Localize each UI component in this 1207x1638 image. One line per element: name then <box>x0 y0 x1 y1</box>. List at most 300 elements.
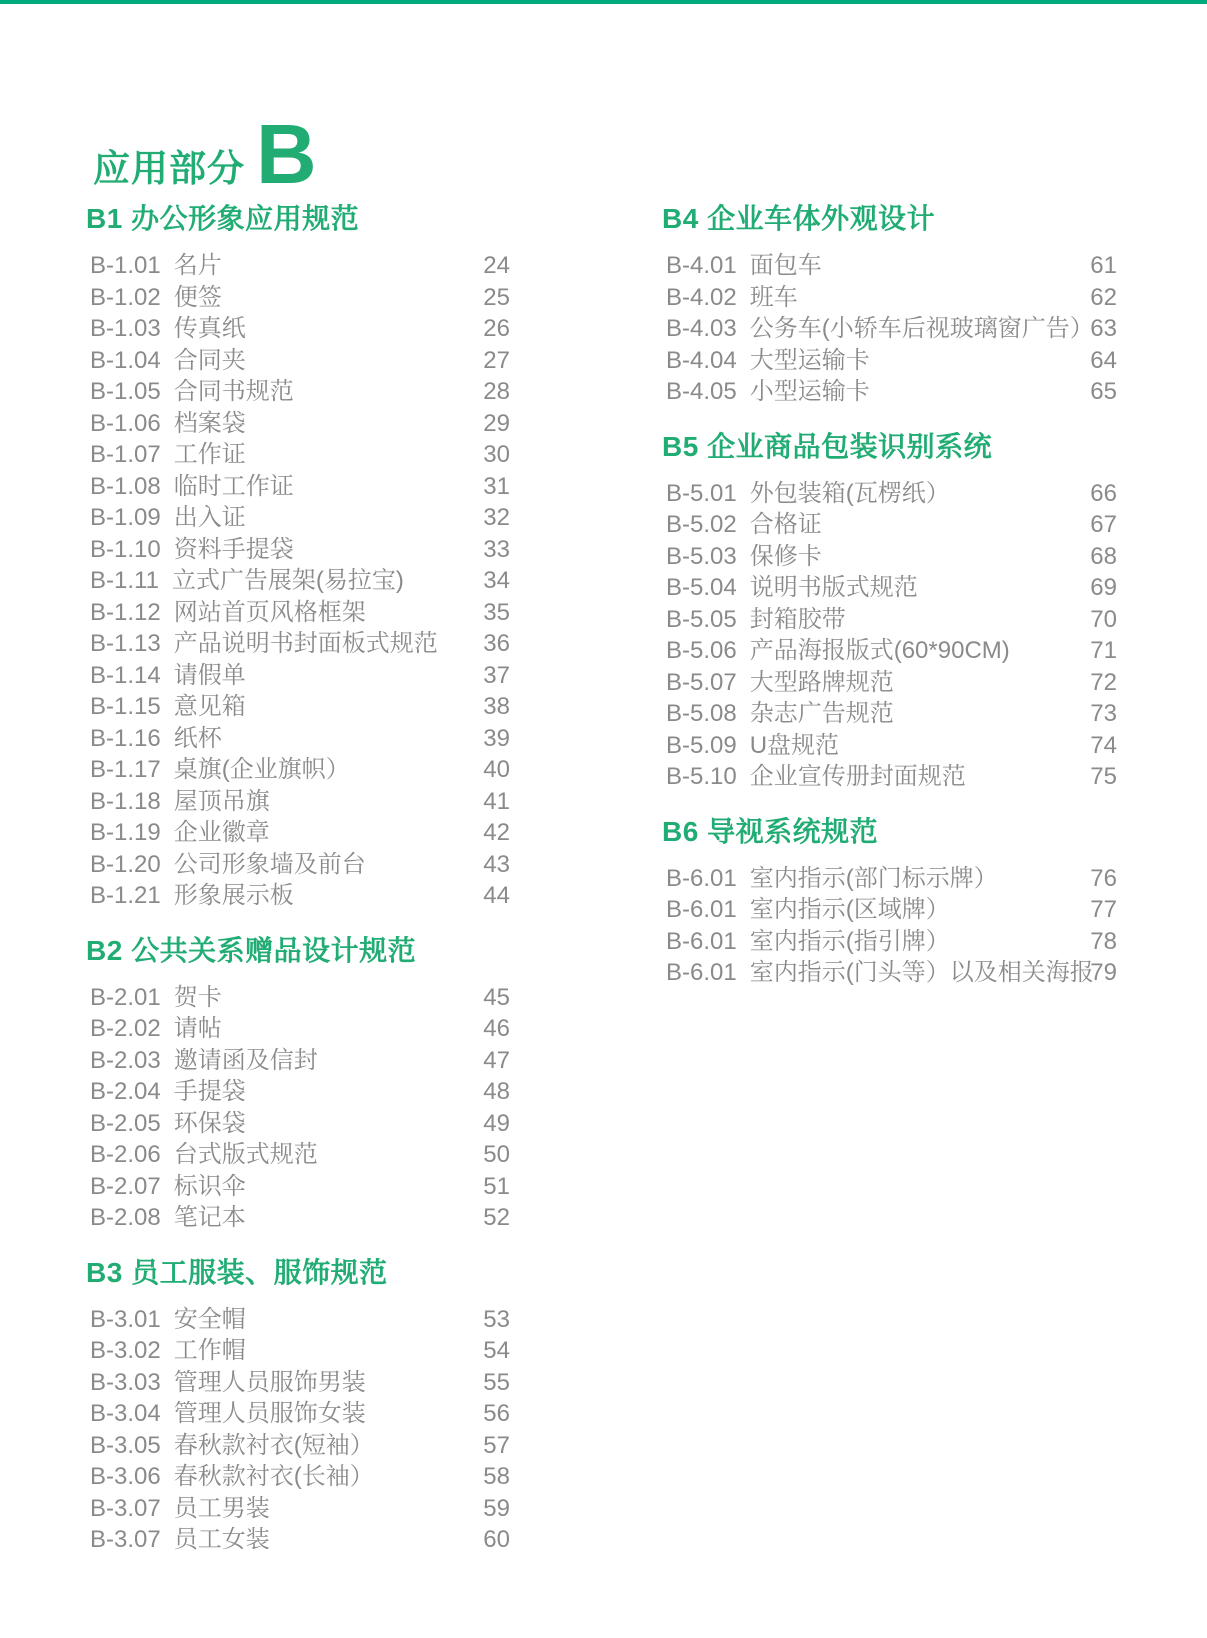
entry-label <box>90 376 294 408</box>
entry-code: B-4.03 <box>666 315 737 342</box>
entry-label <box>90 786 270 818</box>
toc-entry <box>90 1430 510 1462</box>
entry-label <box>90 250 222 282</box>
section-entries <box>86 250 510 912</box>
toc-entry <box>90 471 510 503</box>
toc-entry <box>90 691 510 723</box>
entry-page-number: 37 <box>483 661 510 689</box>
toc-entry <box>666 667 1117 699</box>
toc-entry <box>666 572 1117 604</box>
entry-page-number: 64 <box>1090 346 1117 374</box>
entry-title: 管理人员服饰男装 <box>173 1368 366 1396</box>
entry-label <box>90 1461 374 1493</box>
entry-code: B-1.17 <box>90 756 161 783</box>
entry-label <box>90 597 366 629</box>
entry-code: B-1.07 <box>90 441 161 468</box>
entry-title: 请帖 <box>173 1015 222 1042</box>
page-title-letter: B <box>256 107 317 201</box>
entry-label <box>666 894 950 926</box>
entry-page-number: 59 <box>483 1494 510 1522</box>
entry-title: 出入证 <box>173 504 246 531</box>
entry-code: B-5.06 <box>666 637 737 664</box>
entry-code: B-3.05 <box>90 1431 161 1459</box>
entry-page-number: 33 <box>483 535 510 563</box>
entry-page-number: 49 <box>483 1109 510 1137</box>
entry-label <box>90 1398 366 1430</box>
entry-label <box>90 849 366 881</box>
entry-page-number: 39 <box>483 724 510 752</box>
entry-title: 室内指示(门头等）以及相关海报 <box>749 959 1094 986</box>
entry-label <box>90 1139 318 1171</box>
entry-title: 企业徽章 <box>173 819 270 846</box>
entry-code: B-1.05 <box>90 378 161 405</box>
toc-entry <box>666 761 1117 793</box>
entry-code: B-5.07 <box>666 668 737 696</box>
entry-page-number: 28 <box>483 378 510 405</box>
toc-section-b3 <box>86 1256 510 1556</box>
entry-page-number: 44 <box>483 882 510 909</box>
entry-label <box>666 761 966 793</box>
entry-title: 合同书规范 <box>173 378 294 405</box>
toc-entry <box>90 1171 510 1203</box>
toc-entry <box>90 502 510 534</box>
entry-code: B-1.13 <box>90 630 161 657</box>
section-heading: B1 办公形象应用规范 <box>86 203 360 234</box>
toc-entry <box>90 565 510 597</box>
entry-label <box>90 1171 246 1203</box>
entry-label <box>666 376 870 408</box>
entry-label <box>90 628 438 660</box>
entry-code: B-5.08 <box>666 700 737 727</box>
entry-title: 公务车(小轿车后视玻璃窗广告） <box>749 315 1094 342</box>
entry-code: B-2.01 <box>90 983 161 1011</box>
entry-label <box>90 1202 246 1234</box>
entry-title: 产品海报版式(60*90CM) <box>749 637 1010 664</box>
entry-label <box>90 880 294 912</box>
toc-entry <box>90 1524 510 1556</box>
entry-code: B-5.05 <box>666 605 737 633</box>
entry-label <box>90 471 294 503</box>
toc-section-b1 <box>86 202 510 912</box>
entry-label <box>90 660 246 692</box>
toc-entry <box>666 313 1117 345</box>
entry-page-number: 72 <box>1090 668 1117 696</box>
toc-section-b5 <box>662 430 1117 793</box>
entry-title: 封箱胶带 <box>749 605 846 633</box>
entry-code: B-1.10 <box>90 535 161 563</box>
entry-code: B-5.03 <box>666 542 737 570</box>
entry-title: 手提袋 <box>173 1078 246 1105</box>
toc-entry <box>90 1045 510 1077</box>
entry-page-number: 68 <box>1090 542 1117 570</box>
entry-label <box>90 754 350 786</box>
entry-code: B-1.01 <box>90 252 161 279</box>
entry-title: U盘规范 <box>749 731 840 759</box>
toc-entry <box>90 1461 510 1493</box>
toc-entry <box>90 1139 510 1171</box>
entry-label <box>90 691 246 723</box>
toc-entry <box>90 849 510 881</box>
toc-entry <box>90 282 510 314</box>
toc-entry <box>90 1076 510 1108</box>
entry-page-number: 47 <box>483 1046 510 1074</box>
entry-label <box>666 478 950 510</box>
entry-page-number: 70 <box>1090 605 1117 633</box>
entry-code: B-3.01 <box>90 1305 161 1333</box>
entry-title: 名片 <box>173 252 222 279</box>
entry-label <box>666 957 1094 989</box>
entry-page-number: 29 <box>483 409 510 437</box>
entry-title: 保修卡 <box>749 542 822 570</box>
entry-label <box>90 1335 246 1367</box>
entry-code: B-4.04 <box>666 346 737 374</box>
entry-code: B-1.04 <box>90 346 161 374</box>
entry-code: B-3.06 <box>90 1463 161 1490</box>
entry-title: 纸杯 <box>173 724 222 752</box>
entry-title: 员工女装 <box>173 1526 270 1553</box>
toc-entry <box>666 635 1117 667</box>
entry-page-number: 38 <box>483 693 510 720</box>
entry-title: 环保袋 <box>173 1109 246 1137</box>
entry-code: B-3.02 <box>90 1337 161 1364</box>
toc-entry <box>90 1398 510 1430</box>
section-heading: B4 企业车体外观设计 <box>662 203 936 234</box>
toc-entry <box>666 478 1117 510</box>
entry-label <box>666 282 798 314</box>
entry-code: B-1.02 <box>90 283 161 311</box>
entry-page-number: 55 <box>483 1368 510 1396</box>
section-entries <box>86 982 510 1234</box>
section-heading: B2 公共关系赠品设计规范 <box>86 934 417 966</box>
entry-label <box>666 604 846 636</box>
entry-title: 大型路牌规范 <box>749 668 894 696</box>
entry-page-number: 60 <box>483 1526 510 1553</box>
entry-page-number: 26 <box>483 315 510 342</box>
entry-code: B-1.20 <box>90 850 161 878</box>
entry-label <box>666 509 822 541</box>
entry-page-number: 71 <box>1090 637 1117 664</box>
toc-section-b6 <box>662 815 1117 989</box>
toc-entry <box>90 628 510 660</box>
toc-entry <box>666 604 1117 636</box>
entry-label <box>90 1304 246 1336</box>
toc-entry <box>90 1108 510 1140</box>
entry-title: 网站首页风格框架 <box>173 598 366 626</box>
entry-label <box>666 863 998 895</box>
toc-entry <box>90 1304 510 1336</box>
toc-section-b4 <box>662 202 1117 408</box>
entry-code: B-1.14 <box>90 661 161 689</box>
entry-code: B-1.16 <box>90 724 161 752</box>
toc-entry <box>666 957 1117 989</box>
entry-title: 传真纸 <box>173 315 246 342</box>
entry-label <box>90 502 246 534</box>
entry-page-number: 32 <box>483 504 510 531</box>
entry-code: B-2.08 <box>90 1204 161 1231</box>
toc-entry <box>90 660 510 692</box>
entry-page-number: 50 <box>483 1141 510 1168</box>
entry-code: B-4.05 <box>666 378 737 405</box>
entry-code: B-1.15 <box>90 693 161 720</box>
entry-page-number: 51 <box>483 1172 510 1200</box>
entry-code: B-5.10 <box>666 763 737 790</box>
entry-code: B-3.03 <box>90 1368 161 1396</box>
entry-page-number: 69 <box>1090 574 1117 601</box>
toc-entry <box>90 723 510 755</box>
entry-title: 标识伞 <box>173 1172 246 1200</box>
entry-label <box>90 439 246 471</box>
entry-label <box>90 723 222 755</box>
entry-label <box>666 345 870 377</box>
entry-label <box>666 698 894 730</box>
toc-column-left <box>86 202 510 1556</box>
entry-code: B-1.09 <box>90 504 161 531</box>
toc-entry <box>90 817 510 849</box>
entry-label <box>666 730 839 762</box>
toc-entry <box>90 345 510 377</box>
entry-title: 合格证 <box>749 511 822 538</box>
entry-page-number: 75 <box>1090 763 1117 790</box>
entry-label <box>666 541 822 573</box>
entry-page-number: 46 <box>483 1015 510 1042</box>
toc-entry <box>90 439 510 471</box>
section-entries <box>662 863 1117 989</box>
entry-page-number: 25 <box>483 283 510 311</box>
entry-page-number: 43 <box>483 850 510 878</box>
entry-label <box>666 572 918 604</box>
entry-page-number: 58 <box>483 1463 510 1490</box>
entry-title: 邀请函及信封 <box>173 1046 318 1074</box>
entry-title: 便签 <box>173 283 222 311</box>
entry-code: B-1.21 <box>90 882 161 909</box>
entry-page-number: 65 <box>1090 378 1117 405</box>
entry-code: B-6.01 <box>666 959 737 986</box>
entry-title: 室内指示(部门标示牌） <box>749 864 998 892</box>
entry-label <box>90 1493 270 1525</box>
entry-label <box>90 1108 246 1140</box>
entry-label <box>666 926 950 958</box>
entry-title: 笔记本 <box>173 1204 246 1231</box>
entry-label <box>90 1013 222 1045</box>
entry-title: 资料手提袋 <box>173 535 294 563</box>
entry-title: 屋顶吊旗 <box>173 787 270 815</box>
entry-title: 班车 <box>749 283 798 311</box>
section-entries <box>662 478 1117 793</box>
entry-label <box>90 1076 246 1108</box>
toc-entry <box>666 376 1117 408</box>
entry-title: 请假单 <box>173 661 246 689</box>
section-heading: B3 员工服装、服饰规范 <box>86 1256 388 1288</box>
entry-title: 产品说明书封面板式规范 <box>173 630 438 657</box>
entry-page-number: 63 <box>1090 315 1117 342</box>
entry-title: 企业宣传册封面规范 <box>749 763 966 790</box>
entry-title: 台式版式规范 <box>173 1141 318 1168</box>
toc-entry <box>666 698 1117 730</box>
entry-title: 工作证 <box>173 441 246 468</box>
entry-title: 安全帽 <box>173 1305 246 1333</box>
toc-entry <box>90 786 510 818</box>
entry-title: 室内指示(指引牌） <box>749 927 950 955</box>
toc-entry <box>666 509 1117 541</box>
entry-page-number: 67 <box>1090 511 1117 538</box>
entry-page-number: 42 <box>483 819 510 846</box>
entry-code: B-2.03 <box>90 1046 161 1074</box>
toc-entry <box>666 282 1117 314</box>
entry-label <box>90 534 294 566</box>
top-accent-bar <box>0 0 1207 4</box>
toc-entry <box>666 926 1117 958</box>
entry-label <box>90 1367 366 1399</box>
entry-page-number: 24 <box>483 252 510 279</box>
entry-page-number: 74 <box>1090 731 1117 759</box>
entry-label <box>90 982 222 1014</box>
entry-page-number: 31 <box>483 472 510 500</box>
entry-code: B-2.05 <box>90 1109 161 1137</box>
toc-entry <box>90 376 510 408</box>
entry-label <box>666 250 822 282</box>
entry-page-number: 27 <box>483 346 510 374</box>
entry-page-number: 54 <box>483 1337 510 1364</box>
entry-title: 员工男装 <box>173 1494 270 1522</box>
entry-page-number: 36 <box>483 630 510 657</box>
entry-code: B-3.04 <box>90 1400 161 1427</box>
entry-label <box>90 408 246 440</box>
entry-label <box>90 1430 374 1462</box>
entry-code: B-5.01 <box>666 479 737 507</box>
entry-label <box>666 635 1010 667</box>
entry-code: B-4.02 <box>666 283 737 311</box>
section-heading: B6 导视系统规范 <box>662 815 879 847</box>
entry-title: 管理人员服饰女装 <box>173 1400 366 1427</box>
section-heading: B5 企业商品包装识别系统 <box>662 430 993 462</box>
entry-title: 贺卡 <box>173 983 222 1011</box>
entry-code: B-2.07 <box>90 1172 161 1200</box>
entry-page-number: 40 <box>483 756 510 783</box>
entry-title: 杂志广告规范 <box>749 700 894 727</box>
entry-code: B-1.11 <box>90 567 159 594</box>
toc-entry <box>666 250 1117 282</box>
entry-label <box>90 345 246 377</box>
toc-entry <box>90 982 510 1014</box>
toc-entry <box>90 408 510 440</box>
toc-entry <box>666 730 1117 762</box>
entry-page-number: 30 <box>483 441 510 468</box>
toc-entry <box>666 894 1117 926</box>
toc-entry <box>90 1013 510 1045</box>
entry-title: 档案袋 <box>173 409 246 437</box>
entry-page-number: 45 <box>483 983 510 1011</box>
entry-code: B-5.02 <box>666 511 737 538</box>
entry-code: B-6.01 <box>666 864 737 892</box>
entry-title: 外包装箱(瓦楞纸） <box>749 479 950 507</box>
entry-code: B-5.04 <box>666 574 737 601</box>
entry-title: 工作帽 <box>173 1337 246 1364</box>
entry-title: 面包车 <box>749 252 822 279</box>
toc-entry <box>90 1335 510 1367</box>
entry-code: B-6.01 <box>666 927 737 955</box>
toc-entry <box>90 597 510 629</box>
entry-code: B-2.06 <box>90 1141 161 1168</box>
section-entries <box>86 1304 510 1556</box>
entry-code: B-1.06 <box>90 409 161 437</box>
entry-page-number: 61 <box>1090 252 1117 279</box>
entry-label <box>666 313 1094 345</box>
toc-entry <box>90 1367 510 1399</box>
entry-page-number: 66 <box>1090 479 1117 507</box>
entry-page-number: 79 <box>1090 959 1117 986</box>
entry-title: 小型运输卡 <box>749 378 870 405</box>
entry-code: B-2.02 <box>90 1015 161 1042</box>
entry-page-number: 48 <box>483 1078 510 1105</box>
entry-page-number: 35 <box>483 598 510 626</box>
entry-label <box>90 1045 318 1077</box>
entry-title: 形象展示板 <box>173 882 294 909</box>
entry-page-number: 73 <box>1090 700 1117 727</box>
entry-title: 立式广告展架(易拉宝) <box>171 567 404 594</box>
entry-page-number: 52 <box>483 1204 510 1231</box>
entry-title: 合同夹 <box>173 346 246 374</box>
entry-page-number: 78 <box>1090 927 1117 955</box>
entry-page-number: 76 <box>1090 864 1117 892</box>
entry-title: 说明书版式规范 <box>749 574 918 601</box>
entry-code: B-2.04 <box>90 1078 161 1105</box>
entry-label <box>90 313 246 345</box>
entry-code: B-3.07 <box>90 1494 161 1522</box>
toc-entry <box>90 754 510 786</box>
entry-label <box>90 282 222 314</box>
entry-code: B-3.07 <box>90 1526 161 1553</box>
entry-page-number: 56 <box>483 1400 510 1427</box>
entry-page-number: 34 <box>483 567 510 594</box>
entry-page-number: 41 <box>483 787 510 815</box>
entry-code: B-1.19 <box>90 819 161 846</box>
entry-code: B-6.01 <box>666 896 737 923</box>
entry-page-number: 62 <box>1090 283 1117 311</box>
toc-entry <box>90 250 510 282</box>
entry-label <box>90 565 404 597</box>
toc-entry <box>90 1493 510 1525</box>
entry-code: B-4.01 <box>666 252 737 279</box>
entry-title: 桌旗(企业旗帜） <box>173 756 350 783</box>
entry-page-number: 53 <box>483 1305 510 1333</box>
toc-column-right <box>662 202 1117 989</box>
toc-entry <box>90 1202 510 1234</box>
entry-title: 公司形象墙及前台 <box>173 850 366 878</box>
entry-title: 临时工作证 <box>173 472 294 500</box>
section-entries <box>662 250 1117 408</box>
entry-label <box>90 1524 270 1556</box>
entry-title: 大型运输卡 <box>749 346 870 374</box>
entry-page-number: 57 <box>483 1431 510 1459</box>
toc-entry <box>90 534 510 566</box>
entry-title: 春秋款衬衣(短袖） <box>173 1431 374 1459</box>
entry-code: B-1.12 <box>90 598 161 626</box>
entry-code: B-1.03 <box>90 315 161 342</box>
entry-title: 春秋款衬衣(长袖） <box>173 1463 374 1490</box>
toc-entry <box>666 345 1117 377</box>
entry-code: B-1.08 <box>90 472 161 500</box>
entry-page-number: 77 <box>1090 896 1117 923</box>
entry-title: 室内指示(区域牌） <box>749 896 950 923</box>
entry-label <box>90 817 270 849</box>
toc-section-b2 <box>86 934 510 1234</box>
page-title: 应用部分 <box>93 148 245 189</box>
toc-entry <box>90 313 510 345</box>
entry-code: B-1.18 <box>90 787 161 815</box>
toc-entry <box>666 863 1117 895</box>
entry-code: B-5.09 <box>666 731 737 759</box>
entry-title: 意见箱 <box>173 693 246 720</box>
